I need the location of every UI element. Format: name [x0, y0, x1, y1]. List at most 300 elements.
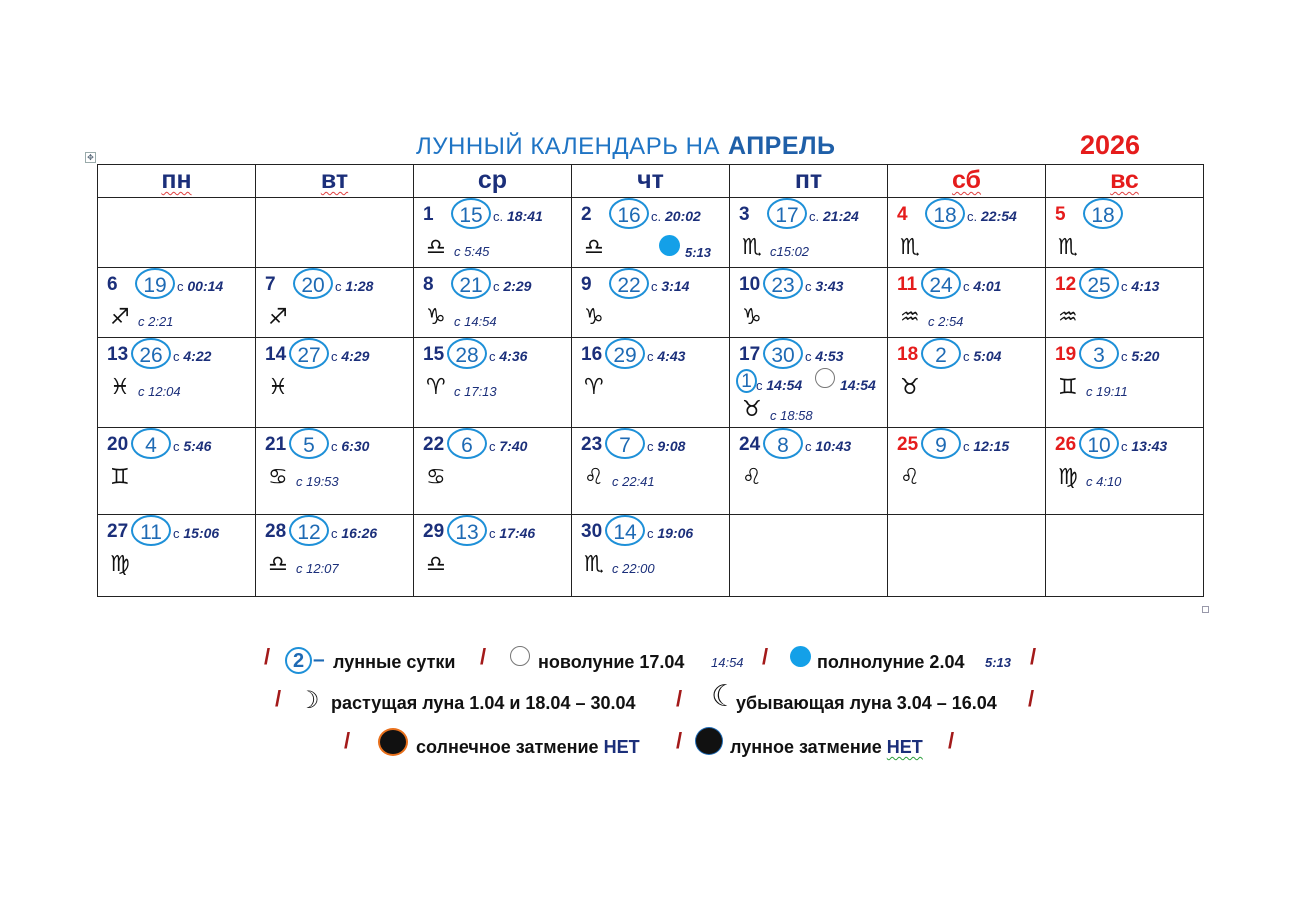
day-cell-content — [1046, 268, 1203, 337]
day-cell-content — [572, 198, 729, 267]
day-cell-2 — [572, 198, 730, 268]
legend-lunar-eclipse — [730, 737, 923, 758]
zodiac-sign-icon: ♌ — [900, 465, 920, 490]
day-cell-content — [572, 268, 729, 337]
day-cell-5 — [1046, 198, 1204, 268]
empty-cell — [98, 198, 256, 268]
day-cell-content — [572, 515, 729, 596]
day-number: 13 — [107, 344, 129, 365]
moonrise-time — [493, 208, 543, 224]
day-number: 22 — [423, 434, 445, 455]
moonrise-time — [963, 438, 1009, 454]
zodiac-entry-time: с 4:10 — [1086, 474, 1122, 489]
day-number: 23 — [581, 434, 603, 455]
lunar-day-badge: 25 — [1079, 268, 1119, 299]
day-cell-14 — [256, 338, 414, 428]
zodiac-sign-icon: ♋ — [268, 465, 288, 490]
legend-solar-eclipse-no: НЕТ — [603, 737, 640, 757]
lunar-day-badge: 17 — [767, 198, 807, 229]
legend-new-moon-time: 14:54 — [711, 655, 744, 670]
legend-dash: – — [313, 648, 325, 671]
moonrise-prefix: с — [647, 349, 654, 364]
moonrise-prefix: с — [177, 279, 184, 294]
day-cell-6 — [98, 268, 256, 338]
lunar-day-badge: 23 — [763, 268, 803, 299]
lunar-day-badge: 3 — [1079, 338, 1119, 369]
day-cell-24 — [730, 428, 888, 515]
title-prefix: ЛУННЫЙ КАЛЕНДАРЬ НА — [416, 133, 720, 160]
zodiac-entry-time: с 22:41 — [612, 474, 655, 489]
lunar-day-badge: 2 — [921, 338, 961, 369]
moonrise-value: 6:30 — [341, 438, 370, 454]
new-moon-icon — [510, 646, 530, 666]
lunar-day-badge: 4 — [131, 428, 171, 459]
zodiac-entry-time: с 18:58 — [770, 408, 813, 423]
full-moon-icon — [659, 235, 680, 256]
moonrise-prefix: с — [647, 439, 654, 454]
moonrise-prefix: с — [173, 439, 180, 454]
zodiac-sign-icon: ♎ — [268, 552, 288, 577]
day-cell-content — [572, 338, 729, 427]
moonrise-time — [809, 208, 859, 224]
empty-cell — [888, 515, 1046, 597]
day-cell-26 — [1046, 428, 1204, 515]
weekday-thu — [572, 165, 730, 198]
moonrise-time — [489, 525, 535, 541]
lunar-day-badge: 8 — [763, 428, 803, 459]
page-title — [416, 132, 836, 161]
moonrise-value: 4:29 — [341, 348, 370, 364]
day-cell-23 — [572, 428, 730, 515]
day-cell-25 — [888, 428, 1046, 515]
title-year: 2026 — [1080, 130, 1141, 160]
lunar-day-badge: 29 — [605, 338, 645, 369]
legend-new-moon: новолуние 17.04 — [538, 652, 685, 672]
day-cell-content — [1046, 198, 1203, 267]
moonrise-value: 4:53 — [815, 348, 844, 364]
day-cell-content — [572, 428, 729, 514]
moonrise-time — [1121, 348, 1159, 364]
day-number: 2 — [581, 204, 592, 225]
day-cell-content — [730, 338, 887, 427]
legend-separator: / — [344, 728, 351, 753]
day-number: 17 — [739, 344, 761, 365]
day-number: 5 — [1055, 204, 1066, 225]
moonrise-time — [177, 278, 223, 294]
moonrise-value: 3:14 — [661, 278, 690, 294]
lunar-day-badge: 12 — [289, 515, 329, 546]
lunar-day-start-prefix: с — [756, 378, 763, 393]
day-cell-19 — [1046, 338, 1204, 428]
day-number: 3 — [739, 204, 750, 225]
moonrise-prefix: с — [1121, 349, 1128, 364]
zodiac-sign-icon: ♑ — [426, 305, 446, 330]
day-number: 18 — [897, 344, 919, 365]
zodiac-entry-time: с 2:21 — [138, 314, 174, 329]
day-cell-1 — [414, 198, 572, 268]
day-number: 8 — [423, 274, 434, 295]
moonrise-prefix: с — [173, 349, 180, 364]
moonrise-prefix: с — [331, 526, 338, 541]
moonrise-time — [967, 208, 1017, 224]
zodiac-sign-icon: ♎ — [426, 552, 446, 577]
week-row — [98, 338, 1204, 428]
zodiac-entry-time: с 2:54 — [928, 314, 964, 329]
new-moon-icon — [815, 368, 835, 388]
day-cell-content — [98, 428, 255, 514]
solar-eclipse-icon — [380, 730, 406, 754]
lunar-day-badge: 19 — [135, 268, 175, 299]
lunar-eclipse-icon — [696, 728, 722, 754]
zodiac-entry-time: с 5:45 — [454, 244, 490, 259]
day-cell-9 — [572, 268, 730, 338]
zodiac-entry-time: с 12:04 — [138, 384, 181, 399]
moonrise-time — [651, 278, 689, 294]
day-cell-content — [414, 198, 571, 267]
moonrise-value: 9:08 — [657, 438, 686, 454]
day-number: 20 — [107, 434, 129, 455]
weekday-tue — [256, 165, 414, 198]
moonrise-time — [647, 438, 685, 454]
weekday-wed — [414, 165, 572, 198]
day-cell-content — [730, 198, 887, 267]
zodiac-sign-icon: ♌ — [584, 465, 604, 490]
empty-cell — [1046, 515, 1204, 597]
day-cell-content — [256, 338, 413, 427]
lunar-day-badge: 27 — [289, 338, 329, 369]
day-number: 16 — [581, 344, 603, 365]
moonrise-value: 4:13 — [1131, 278, 1160, 294]
day-cell-29 — [414, 515, 572, 597]
moonrise-time — [331, 348, 369, 364]
moonrise-value: 3:43 — [815, 278, 844, 294]
zodiac-sign-icon: ♑ — [742, 305, 762, 330]
moonrise-time — [1121, 438, 1167, 454]
day-cell-content — [98, 515, 255, 596]
moonrise-prefix: с. — [809, 209, 820, 224]
legend-separator: / — [948, 728, 955, 753]
weekday-label: чт — [637, 166, 664, 194]
title-month: АПРЕЛЬ — [727, 132, 836, 160]
day-cell-content — [414, 515, 571, 596]
weekday-label: пт — [794, 166, 823, 194]
day-cell-content — [98, 338, 255, 427]
legend-separator: / — [1028, 686, 1035, 711]
moonrise-prefix: с — [173, 526, 180, 541]
new-moon-time-value: 14:54 — [840, 377, 876, 393]
zodiac-sign-icon: ♌ — [742, 465, 762, 490]
moonrise-time — [651, 208, 701, 224]
empty-cell — [256, 198, 414, 268]
day-number: 4 — [897, 204, 908, 225]
moonrise-prefix: с. — [493, 209, 504, 224]
moonrise-time — [489, 348, 527, 364]
legend-solar-eclipse-label: солнечное затмение — [416, 737, 599, 757]
moonrise-prefix: с. — [967, 209, 978, 224]
moonrise-value: 4:43 — [657, 348, 686, 364]
zodiac-entry-time: с 12:07 — [296, 561, 339, 576]
weekday-label: ср — [477, 166, 508, 194]
day-number: 15 — [423, 344, 445, 365]
day-cell-content — [888, 428, 1045, 514]
zodiac-sign-icon: ♊ — [110, 465, 130, 490]
lunar-day-badge: 30 — [763, 338, 803, 369]
week-row — [98, 268, 1204, 338]
lunar-day-badge: 18 — [925, 198, 965, 229]
day-cell-content — [888, 198, 1045, 267]
day-cell-15 — [414, 338, 572, 428]
moonrise-value: 16:26 — [341, 525, 378, 541]
day-cell-10 — [730, 268, 888, 338]
moonrise-prefix: с — [651, 279, 658, 294]
lunar-day-badge: 16 — [609, 198, 649, 229]
day-cell-30 — [572, 515, 730, 597]
lunar-day-badge: 28 — [447, 338, 487, 369]
legend-full-moon-time: 5:13 — [985, 655, 1012, 670]
legend-lunar-day-icon: 2 — [285, 647, 312, 674]
day-cell-content — [98, 268, 255, 337]
day-number: 21 — [265, 434, 287, 455]
weekday-header-row — [98, 165, 1204, 198]
moonrise-prefix: с — [1121, 439, 1128, 454]
legend-separator: / — [480, 644, 487, 669]
zodiac-entry-time: с 19:53 — [296, 474, 339, 489]
day-cell-20 — [98, 428, 256, 515]
moonrise-value: 00:14 — [187, 278, 224, 294]
lunar-day-badge: 26 — [131, 338, 171, 369]
table-move-handle[interactable]: ✥ — [85, 152, 96, 163]
moonrise-value: 17:46 — [499, 525, 536, 541]
moonrise-prefix: с — [331, 349, 338, 364]
moonrise-prefix: с — [805, 279, 812, 294]
zodiac-sign-icon: ♋ — [426, 465, 446, 490]
lunar-day-badge: 20 — [293, 268, 333, 299]
zodiac-entry-time: с 19:11 — [1086, 384, 1128, 399]
day-number: 12 — [1055, 274, 1077, 295]
moonrise-value: 7:40 — [499, 438, 528, 454]
lunar-day-badge-start: 1 — [736, 369, 757, 393]
moonrise-prefix: с — [805, 349, 812, 364]
day-number: 25 — [897, 434, 919, 455]
moonrise-value: 5:04 — [973, 348, 1002, 364]
weekday-fri — [730, 165, 888, 198]
weekday-sun — [1046, 165, 1204, 198]
day-cell-content — [1046, 428, 1203, 514]
moonrise-prefix: с — [489, 439, 496, 454]
moonrise-value: 4:01 — [973, 278, 1002, 294]
day-number: 26 — [1055, 434, 1077, 455]
legend-separator: / — [264, 644, 271, 669]
zodiac-sign-icon: ♏ — [742, 235, 762, 260]
lunar-day-badge: 6 — [447, 428, 487, 459]
zodiac-entry-time: с 22:00 — [612, 561, 655, 576]
moonrise-value: 5:46 — [183, 438, 212, 454]
day-cell-22 — [414, 428, 572, 515]
moonrise-value: 12:15 — [973, 438, 1010, 454]
day-number: 28 — [265, 521, 287, 542]
moonrise-prefix: с — [493, 279, 500, 294]
day-cell-content — [888, 268, 1045, 337]
moonrise-prefix: с — [963, 439, 970, 454]
moonrise-prefix: с — [805, 439, 812, 454]
zodiac-sign-icon: ♈ — [426, 375, 446, 400]
day-number: 6 — [107, 274, 118, 295]
lunar-day-start-time — [756, 377, 802, 393]
zodiac-sign-icon: ♒ — [1058, 305, 1078, 330]
lunar-day-start-value: 14:54 — [766, 377, 803, 393]
moonrise-value: 4:36 — [499, 348, 528, 364]
moonrise-time — [805, 438, 851, 454]
weekday-label: вт — [320, 166, 349, 194]
day-cell-content — [730, 268, 887, 337]
lunar-day-badge: 15 — [451, 198, 491, 229]
moonrise-time — [331, 525, 377, 541]
zodiac-entry-time: с 17:13 — [454, 384, 497, 399]
day-cell-18 — [888, 338, 1046, 428]
lunar-day-badge: 18 — [1083, 198, 1123, 229]
weekday-mon — [98, 165, 256, 198]
weekday-label: вс — [1110, 166, 1139, 194]
moonrise-prefix: с. — [651, 209, 662, 224]
weekday-sat — [888, 165, 1046, 198]
day-number: 24 — [739, 434, 761, 455]
legend-separator: / — [676, 686, 683, 711]
lunar-day-badge: 9 — [921, 428, 961, 459]
moonrise-time — [963, 348, 1001, 364]
moonrise-time — [647, 525, 693, 541]
moonrise-time — [647, 348, 685, 364]
moonrise-prefix: с — [963, 349, 970, 364]
moonrise-prefix: с — [1121, 279, 1128, 294]
calendar-table — [97, 164, 1204, 597]
zodiac-sign-icon: ♏ — [1058, 235, 1078, 260]
day-cell-content — [256, 515, 413, 596]
moonrise-value: 18:41 — [507, 208, 543, 224]
moonrise-value: 21:24 — [823, 208, 859, 224]
moonrise-time — [335, 278, 373, 294]
lunar-day-badge: 21 — [451, 268, 491, 299]
legend-full-moon: полнолуние 2.04 — [817, 652, 965, 672]
moonrise-value: 1:28 — [345, 278, 374, 294]
day-cell-content — [414, 428, 571, 514]
moonrise-time — [805, 348, 843, 364]
day-cell-content — [256, 428, 413, 514]
zodiac-sign-icon: ♐ — [110, 305, 130, 330]
day-cell-3 — [730, 198, 888, 268]
week-row — [98, 515, 1204, 597]
legend-waxing: растущая луна 1.04 и 18.04 – 30.04 — [331, 693, 636, 713]
zodiac-sign-icon: ♎ — [584, 235, 604, 260]
zodiac-sign-icon: ♓ — [268, 375, 288, 400]
day-cell-content — [414, 338, 571, 427]
weekday-label: пн — [161, 166, 192, 194]
lunar-day-badge: 13 — [447, 515, 487, 546]
zodiac-sign-icon: ♍ — [110, 552, 130, 577]
moonrise-value: 4:22 — [183, 348, 212, 364]
full-moon-icon — [790, 646, 811, 667]
moonrise-time — [331, 438, 369, 454]
legend-lunar-days: лунные сутки — [333, 652, 456, 672]
moonrise-prefix: с — [489, 349, 496, 364]
day-cell-21 — [256, 428, 414, 515]
moonrise-prefix: с — [331, 439, 338, 454]
week-row — [98, 198, 1204, 268]
day-cell-content — [256, 268, 413, 337]
zodiac-sign-icon: ♒ — [900, 305, 920, 330]
zodiac-sign-icon: ♐ — [268, 305, 288, 330]
day-number: 9 — [581, 274, 592, 295]
day-number: 1 — [423, 204, 434, 225]
day-number: 19 — [1055, 344, 1077, 365]
moonrise-time — [173, 348, 211, 364]
moonrise-prefix: с — [647, 526, 654, 541]
zodiac-sign-icon: ♊ — [1058, 375, 1078, 400]
week-row — [98, 428, 1204, 515]
day-cell-content — [414, 268, 571, 337]
day-number: 27 — [107, 521, 129, 542]
moonrise-value: 15:06 — [183, 525, 220, 541]
zodiac-sign-icon: ♑ — [584, 305, 604, 330]
moonrise-prefix: с — [963, 279, 970, 294]
zodiac-sign-icon: ♈ — [584, 375, 604, 400]
zodiac-entry-time: с15:02 — [770, 244, 810, 259]
moonrise-time — [1121, 278, 1159, 294]
lunar-day-badge: 5 — [289, 428, 329, 459]
day-cell-13 — [98, 338, 256, 428]
legend-lunar-eclipse-no: НЕТ — [886, 737, 923, 757]
legend-solar-eclipse — [416, 737, 640, 758]
zodiac-sign-icon: ♏ — [900, 235, 920, 260]
moonrise-value: 13:43 — [1131, 438, 1168, 454]
lunar-day-badge: 10 — [1079, 428, 1119, 459]
moonrise-time — [173, 438, 211, 454]
legend-lunar-eclipse-label: лунное затмение — [730, 737, 882, 757]
day-cell-17 — [730, 338, 888, 428]
day-number: 11 — [897, 274, 918, 295]
lunar-day-badge: 7 — [605, 428, 645, 459]
lunar-day-badge: 11 — [131, 515, 171, 546]
zodiac-sign-icon: ♍ — [1058, 465, 1078, 490]
waning-moon-icon: ☾ — [711, 679, 738, 714]
moonrise-value: 5:20 — [1131, 348, 1160, 364]
new-moon-time — [840, 377, 876, 393]
day-cell-content — [730, 428, 887, 514]
moonrise-value: 22:54 — [981, 208, 1017, 224]
zodiac-sign-icon: ♎ — [426, 235, 446, 260]
waxing-moon-icon: ☽ — [298, 686, 320, 714]
zodiac-sign-icon: ♏ — [584, 552, 604, 577]
day-cell-7 — [256, 268, 414, 338]
moonrise-value: 19:06 — [657, 525, 694, 541]
day-number: 30 — [581, 521, 603, 542]
day-number: 29 — [423, 521, 445, 542]
day-number: 7 — [265, 274, 276, 295]
lunar-day-badge: 14 — [605, 515, 645, 546]
day-number: 10 — [739, 274, 761, 295]
table-resize-handle[interactable] — [1202, 606, 1209, 613]
moonrise-time — [489, 438, 527, 454]
zodiac-sign-icon: ♓ — [110, 375, 130, 400]
day-number: 14 — [265, 344, 287, 365]
full-moon-time: 5:13 — [685, 245, 712, 260]
moonrise-prefix: с — [489, 526, 496, 541]
legend-separator: / — [275, 686, 282, 711]
legend-separator: / — [1030, 644, 1037, 669]
zodiac-entry-time: с 14:54 — [454, 314, 497, 329]
day-cell-4 — [888, 198, 1046, 268]
legend-separator: / — [762, 644, 769, 669]
zodiac-sign-icon: ♉ — [900, 375, 920, 400]
